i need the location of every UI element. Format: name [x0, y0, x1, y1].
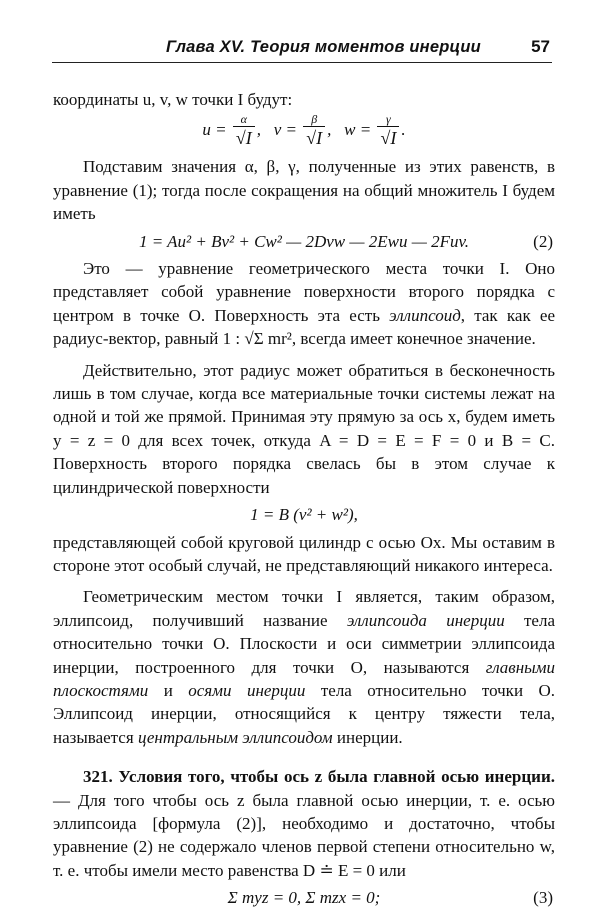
page-body: [53, 88, 555, 914]
p6-part-d: тела относительно точки O. Эллипсоид инерции, относящийся к центру тяжести тела, называется: [53, 680, 555, 747]
frac-w-num: γ: [386, 112, 391, 127]
fraction-u: [233, 113, 255, 149]
frac-v-num: β: [311, 112, 318, 127]
p6-part-c: и: [148, 680, 189, 700]
section-body: — Для того чтобы ось z была главной осью инерции, т. е. осью эллипсоида [формула (2)], необходимо и достаточно, чтобы уравнение (2) не содержало членов первой степени относительно w, т. е. чтобы имели место равенства D ≐ E = 0 или: [53, 790, 555, 880]
running-header: [52, 34, 552, 63]
paragraph-infinity: Действительно, этот радиус может обратиться в бесконечность лишь в том случае, когда все материальные точки системы лежат на одной и той же прямой. Принимая эту прямую за ось x, будем иметь y = z = 0 для всех точек, откуда A = D = E = F = 0 и B = C. Поверхность второго порядка свелась бы в этом случае к цилиндрической поверхности: [53, 360, 555, 497]
p3-emphasis: эллипсоид: [389, 305, 461, 325]
equation-2-number: (2): [533, 231, 553, 251]
p6-emphasis-4: центральным эллипсоидом: [137, 727, 333, 747]
paragraph-cylinder: представляющей собой круговой цилиндр с осью Ox. Мы оставим в стороне этот особый случай, не представляющий никакого интереса.: [53, 532, 555, 575]
paragraph-substitution: Подставим значения α, β, γ, полученные из этих равенств, в уравнение (1); тогда после сокращения на общий множитель I будем иметь: [53, 157, 555, 224]
chapter-title: Глава XV. Теория моментов инерции: [166, 38, 481, 56]
section-heading: 321. Условия того, чтобы ось z была главной осью инерции.: [83, 767, 555, 787]
paragraph-inertia-ellipsoid: [53, 585, 555, 749]
equation-cylinder: 1 = B (v² + w²),: [250, 505, 358, 525]
frac-v-den: √I: [303, 126, 325, 149]
frac-w-den: √I: [377, 126, 399, 149]
p6-part-b: тела относительно точки O. Плоскости и оси симметрии эллипсоида инерции, построенного для точки O, называются: [53, 610, 555, 677]
equation-3-body: Σ myz = 0, Σ mzx = 0;: [227, 888, 381, 908]
fraction-v: [303, 113, 325, 149]
eq-w-lhs: w =: [344, 120, 372, 140]
paragraph-coordinates: координаты u, v, w точки I будут:: [53, 90, 293, 109]
p6-part-a: Геометрическим местом точки I является, таким образом, эллипсоид, получивший название: [53, 587, 555, 630]
frac-u-den: √I: [233, 126, 255, 149]
equation-3-number: (3): [533, 888, 553, 908]
p6-part-e: инерции.: [332, 727, 403, 747]
equation-coordinates: u = $\frac{\alpha}{√I}$ , v = $\frac{\beta}{√I}$ , w = $\frac{\gamma}{√I}$ .: [202, 112, 406, 149]
eq-v-lhs: v =: [273, 120, 298, 140]
p3-part-a: Это — уравнение геометрического места точки I. Оно представляет собой уравнение поверхности второго порядка с центром в точке O. Поверхность эта есть: [53, 259, 555, 325]
equation-2-body: 1 = Au² + Bv² + Cw² — 2Dvw — 2Ewu — 2Fuv.: [138, 231, 470, 251]
p6-emphasis-1: эллипсоида инерции: [346, 610, 505, 630]
page-number: 57: [531, 37, 550, 56]
frac-u-num: α: [240, 112, 247, 127]
eq-u-lhs: u =: [202, 120, 227, 140]
p6-emphasis-3: осями инерции: [188, 680, 306, 700]
section-321: [53, 765, 555, 882]
equation-3: [53, 886, 555, 909]
paragraph-ellipsoid: [53, 257, 555, 351]
equation-2: [53, 230, 555, 253]
p6-emphasis-2: главными плоскостями: [53, 657, 555, 700]
p3-part-b: , так как ее радиус-вектор, равный 1 : √Σ mr², всегда имеет конечное значение.: [53, 305, 555, 349]
fraction-w: [377, 113, 399, 149]
